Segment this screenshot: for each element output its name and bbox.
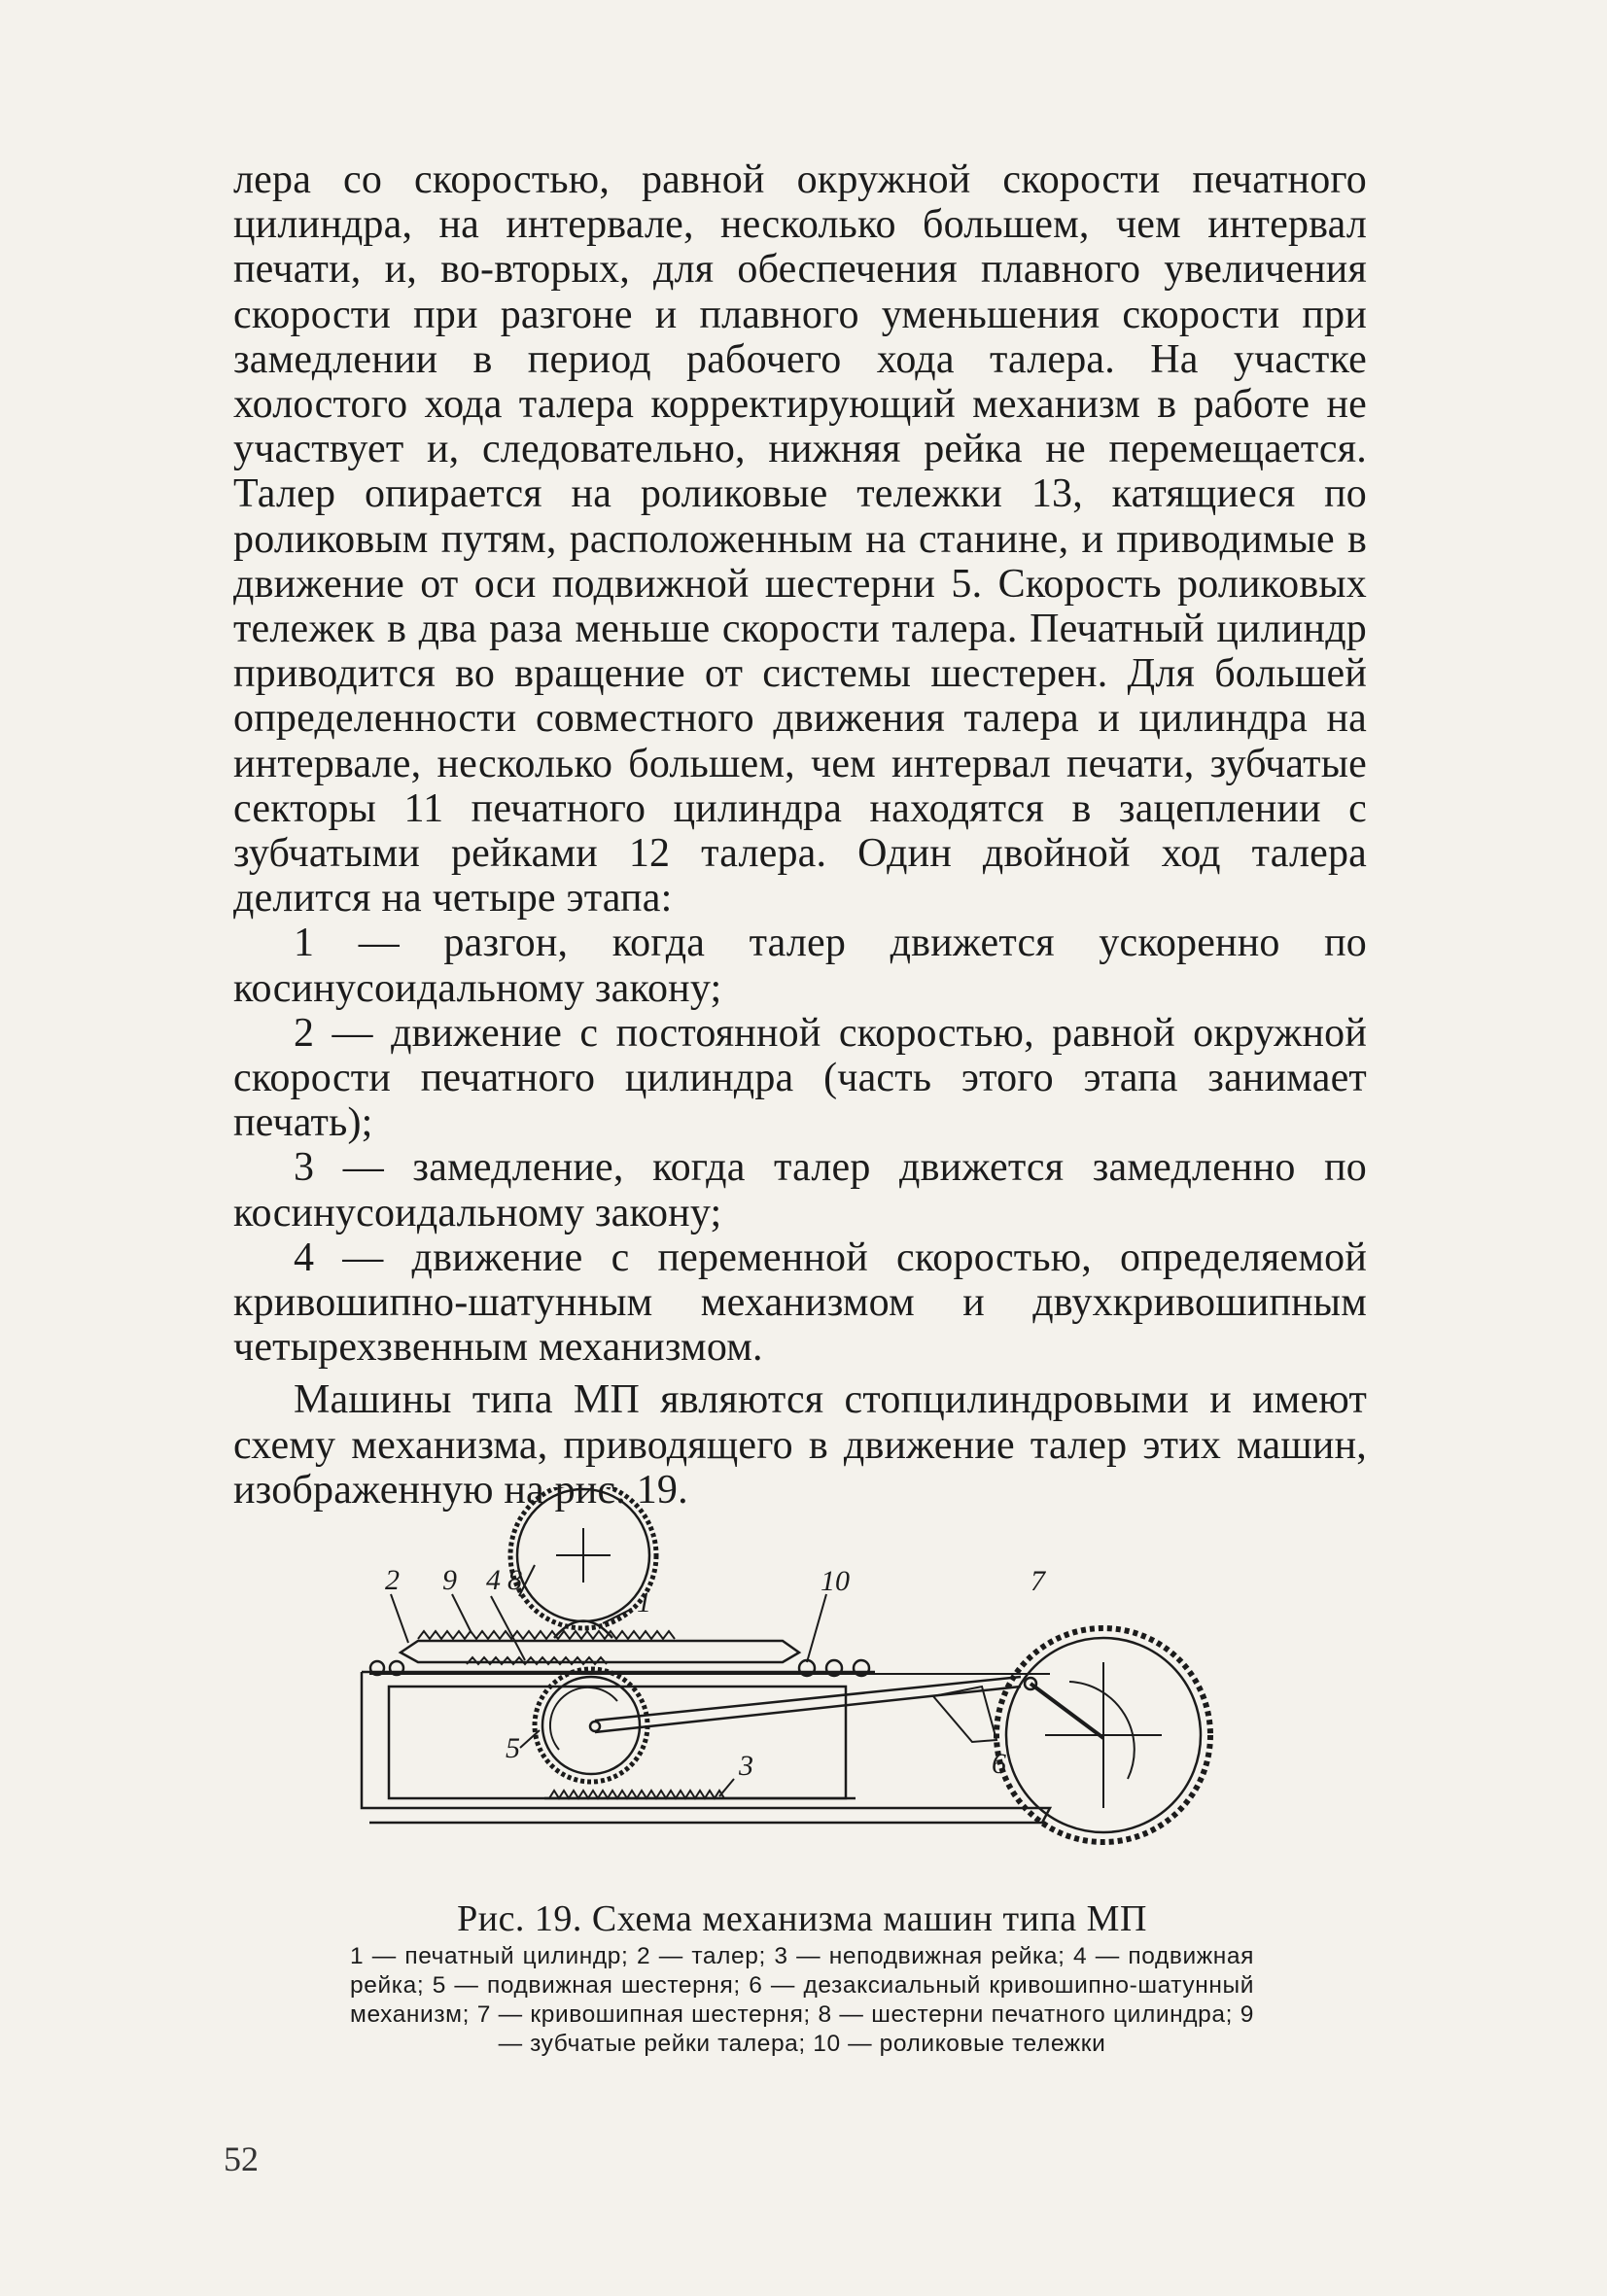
- figure-caption: [350, 1897, 1254, 2059]
- legend-item: 6 — дезаксиальный кривошипно-шатунный механизм;: [350, 1972, 1254, 2028]
- legend-item: 2 — талер;: [636, 1943, 766, 1969]
- figure-label-7: 7: [1031, 1565, 1045, 1597]
- stage-1: 1 — разгон, когда талер движется ускоренно по косинусоидальному закону;: [233, 921, 1367, 1011]
- legend-item: 8 — шестерни печатного цилиндра;: [818, 2001, 1234, 2028]
- leader-4: [491, 1596, 525, 1660]
- moving-gear-hub: [590, 1722, 600, 1731]
- caption-legend: [350, 1942, 1254, 2059]
- leader-3: [719, 1779, 734, 1796]
- rack-teeth-upper: [418, 1631, 675, 1639]
- stage-2: 2 — движение с постоянной скоростью, равной окружной скорости печатного цилиндра (часть этого этапа занимает печать);: [233, 1010, 1367, 1146]
- leader-10: [807, 1594, 826, 1662]
- final-paragraph: Машины типа МП являются стопцилиндровыми и имеют схему механизма, приводящего в движение талер этих машин, изображенную на рис. 19.: [233, 1377, 1367, 1513]
- figure-label-3: 3: [739, 1750, 753, 1782]
- leader-2: [391, 1594, 408, 1643]
- figure-label-1: 1: [637, 1586, 651, 1618]
- page-number: 52: [224, 2139, 259, 2178]
- body-text: [233, 157, 1367, 1513]
- legend-item: 10 — роликовые тележки: [813, 2031, 1106, 2057]
- leader-9: [452, 1594, 472, 1633]
- legend-item: 3 — неподвижная рейка;: [774, 1943, 1066, 1969]
- stage-3: 3 — замедление, когда талер движется замедленно по косинусоидальному закону;: [233, 1145, 1367, 1235]
- figure-label-9: 9: [442, 1564, 457, 1596]
- frame-inner: [389, 1687, 846, 1798]
- figure-label-10: 10: [821, 1565, 850, 1597]
- stage-4: 4 — движение с переменной скоростью, определяемой кривошипно-шатунным механизмом и двухкривошипным четырехзвенным механизмом.: [233, 1235, 1367, 1371]
- legend-item: 4 — подвижная рейка;: [350, 1943, 1254, 1999]
- crank-arc: [1069, 1682, 1135, 1779]
- figure-label-6: 6: [992, 1748, 1006, 1780]
- legend-item: 1 — печатный цилиндр;: [350, 1943, 629, 1969]
- figure-label-4: 4: [486, 1564, 501, 1596]
- eccentric-6: [933, 1687, 996, 1742]
- figure-label-5: 5: [506, 1732, 520, 1764]
- legend-item: 9 — зубчатые рейки талера;: [498, 2001, 1254, 2057]
- connecting-rod-top: [595, 1677, 1021, 1721]
- intro-paragraph: лера со скоростью, равной окружной скорости печатного цилиндра, на интервале, несколько большем, чем интервал печати, и, во-вторых, для обеспечения плавного увеличения скорости при разгоне и плавного уменьшения скорости при замедлении в период рабочего хода талера. На участке холостого хода талера корректирующий механизм в работе не участвует и, следовательно, нижняя рейка не перемещается. Талер опирается на роликовые тележки 13, катящиеся по роликовым путям, расположенным на станине, и приводимые в движение от оси подвижной шестерни 5. Скорость роликовых тележек в два раза меньше скорости талера. Печатный цилиндр приводится во вращение от системы шестерен. Для большей определенности совместного движения талера и цилиндра на интервале, несколько большем, чем интервал печати, зубчатые секторы 11 печатного цилиндра находятся в зацеплении с зубчатыми рейками 12 талера. Один двойной ход талера делится на четыре этапа:: [233, 157, 1367, 922]
- figure-label-8: 8: [507, 1564, 522, 1596]
- mechanism-figure: [350, 1487, 1283, 1876]
- crank-arm: [1031, 1684, 1103, 1738]
- caption-title: Рис. 19. Схема механизма машин типа МП: [457, 1898, 1147, 1939]
- mechanism-diagram: [350, 1487, 1283, 1876]
- legend-item: 5 — подвижная шестерня;: [432, 1972, 741, 1999]
- figure-label-2: 2: [385, 1564, 400, 1596]
- legend-item: 7 — кривошипная шестерня;: [476, 2001, 811, 2028]
